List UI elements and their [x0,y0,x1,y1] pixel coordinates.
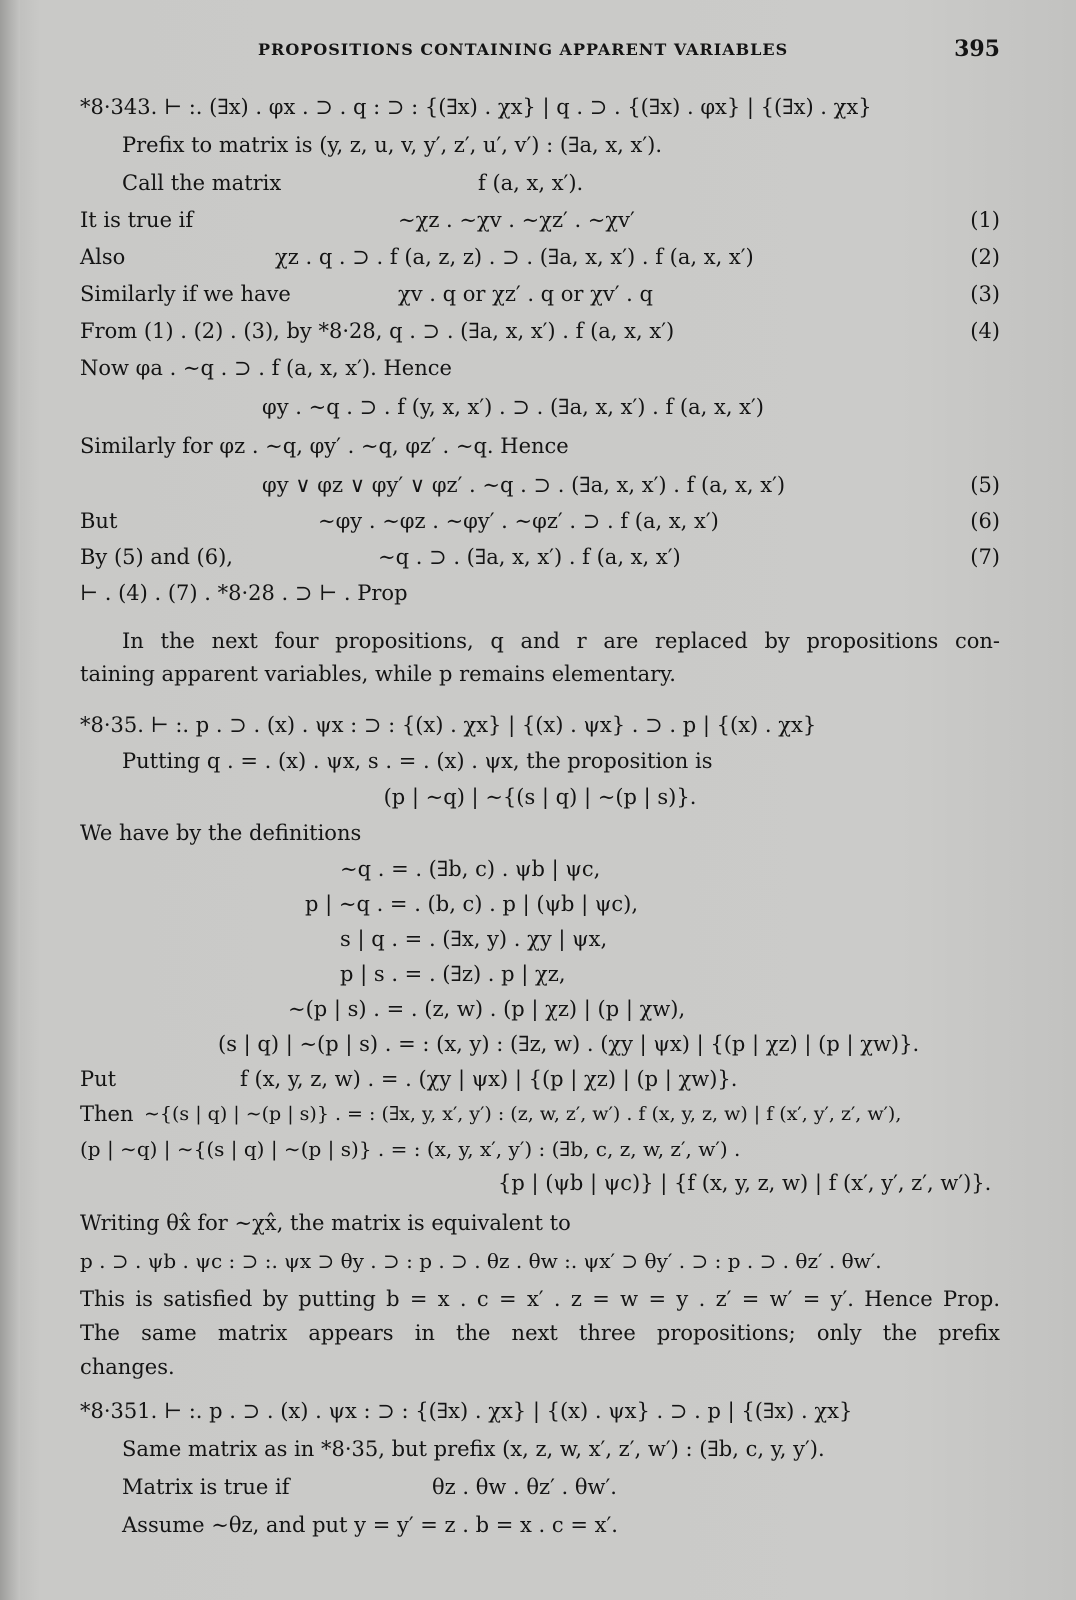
equation-number: (5) [970,473,1000,497]
text-line: Similarly for φz . ∼q, φy′ . ∼q, φz′ . ∼q. Hence [80,434,569,458]
text-line: Now φa . ∼q . ⊃ . f (a, x, x′). Hence [80,356,452,380]
text-line: Similarly if we have [80,282,291,306]
paragraph-line: In the next four propositions, q and r are replaced by propositions con- [122,629,1000,653]
text-line: Putting q . = . (x) . ψx, s . = . (x) . ψx, the proposition is [122,749,713,773]
text-line: From (1) . (2) . (3), by *8·28, q . ⊃ . (∃a, x, x′) . f (a, x, x′) [80,319,675,343]
definition-line: {p | (ψb | ψc)} | {f (x, y, z, w) | f (x′, y′, z′, w′)}. [498,1171,992,1195]
page-number: 395 [954,36,1000,62]
text-line: Put [80,1067,117,1091]
text-line: Call the matrix [122,171,282,195]
formula: ∼q . ⊃ . (∃a, x, x′) . f (a, x, x′) [378,545,681,569]
definition-line: (p | ∼q) | ∼{(s | q) | ∼(p | s)} . = : (x, y, x′, y′) : (∃b, c, z, w, z′, w′) . [80,1137,741,1161]
definition-line: ∼q . = . (∃b, c) . ψb | ψc, [340,857,601,881]
formula: f (a, x, x′). [478,171,584,195]
equation-number: (1) [970,208,1000,232]
text-line: We have by the definitions [80,821,362,845]
equation-number: (3) [970,282,1000,306]
proposition-8-35: *8·35. ⊢ :. p . ⊃ . (x) . ψx : ⊃ : {(x) . χx} | {(x) . ψx} . ⊃ . p | {(x) . χx} [80,713,817,737]
definition-line: f (x, y, z, w) . = . (χy | ψx) | {(p | χz) | (p | χw)}. [240,1067,738,1091]
equation-number: (7) [970,545,1000,569]
text-line: Writing θx̂ for ∼χx̂, the matrix is equivalent to [80,1211,571,1235]
formula: ∼φy . ∼φz . ∼φy′ . ∼φz′ . ⊃ . f (a, x, x′) [318,509,719,533]
formula: φy . ∼q . ⊃ . f (y, x, x′) . ⊃ . (∃a, x, x′) . f (a, x, x′) [262,395,764,419]
equation-number: (2) [970,245,1000,269]
page-gutter-shadow [0,0,20,1600]
text-line: Then [80,1102,134,1126]
running-header: PROPOSITIONS CONTAINING APPARENT VARIABLES [258,40,789,59]
formula: χz . q . ⊃ . f (a, z, z) . ⊃ . (∃a, x, x′) . f (a, x, x′) [275,245,754,269]
definition-line: ∼{(s | q) | ∼(p | s)} . = : (∃x, y, x′, y′) : (z, w, z′, w′) . f (x, y, z, w) | f (x′, y′, z′, w′), [144,1103,902,1125]
paragraph-line: changes. [80,1355,175,1379]
paragraph-line: The same matrix appears in the next three propositions; only the prefix [80,1321,1000,1345]
text-line: Prefix to matrix is (y, z, u, v, y′, z′, u′, v′) : (∃a, x, x′). [122,133,663,157]
proposition-8-351: *8·351. ⊢ :. p . ⊃ . (x) . ψx : ⊃ : {(∃x) . χx} | {(x) . ψx} . ⊃ . p | {(∃x) . χx} [80,1399,853,1423]
definition-line: p | ∼q . = . (b, c) . p | (ψb | ψc), [305,892,639,916]
proposition-8-343: *8·343. ⊢ :. (∃x) . φx . ⊃ . q : ⊃ : {(∃x) . χx} | q . ⊃ . {(∃x) . φx} | {(∃x) . χx} [80,95,872,119]
text-line: Assume ∼θz, and put y = y′ = z . b = x . c = x′. [122,1513,618,1537]
formula: (p | ∼q) | ∼{(s | q) | ∼(p | s)}. [383,785,697,809]
equation-number: (6) [970,509,1000,533]
text-line: Also [80,245,126,269]
text-line: But [80,509,118,533]
text-line: Matrix is true if [122,1475,290,1499]
text-line: Same matrix as in *8·35, but prefix (x, z, w, x′, z′, w′) : (∃b, c, y, y′). [122,1437,825,1461]
formula: θz . θw . θz′ . θw′. [432,1475,617,1499]
text-line: It is true if [80,208,194,232]
text-line: ⊢ . (4) . (7) . *8·28 . ⊃ ⊢ . Prop [80,581,408,605]
definition-line: p | s . = . (∃z) . p | χz, [340,962,566,986]
formula: φy ∨ φz ∨ φy′ ∨ φz′ . ∼q . ⊃ . (∃a, x, x′) . f (a, x, x′) [262,473,786,497]
definition-line: ∼(p | s) . = . (z, w) . (p | χz) | (p | χw), [288,997,686,1021]
definition-line: s | q . = . (∃x, y) . χy | ψx, [340,927,608,951]
text-line: By (5) and (6), [80,545,233,569]
definition-line: (s | q) | ∼(p | s) . = : (x, y) : (∃z, w) . (χy | ψx) | {(p | χz) | (p | χw)}. [218,1032,920,1056]
formula: χv . q or χz′ . q or χv′ . q [398,282,653,306]
equation-number: (4) [970,319,1000,343]
formula: p . ⊃ . ψb . ψc : ⊃ :. ψx ⊃ θy . ⊃ : p . ⊃ . θz . θw :. ψx′ ⊃ θy′ . ⊃ : p . ⊃ . θz′ . θw′. [80,1249,882,1273]
paragraph-line: This is satisfied by putting b = x . c = x′ . z = w = y . z′ = w′ = y′. Hence Prop. [80,1287,1000,1311]
paragraph-line: taining apparent variables, while p remains elementary. [80,662,676,686]
formula: ∼χz . ∼χv . ∼χz′ . ∼χv′ [398,208,635,232]
